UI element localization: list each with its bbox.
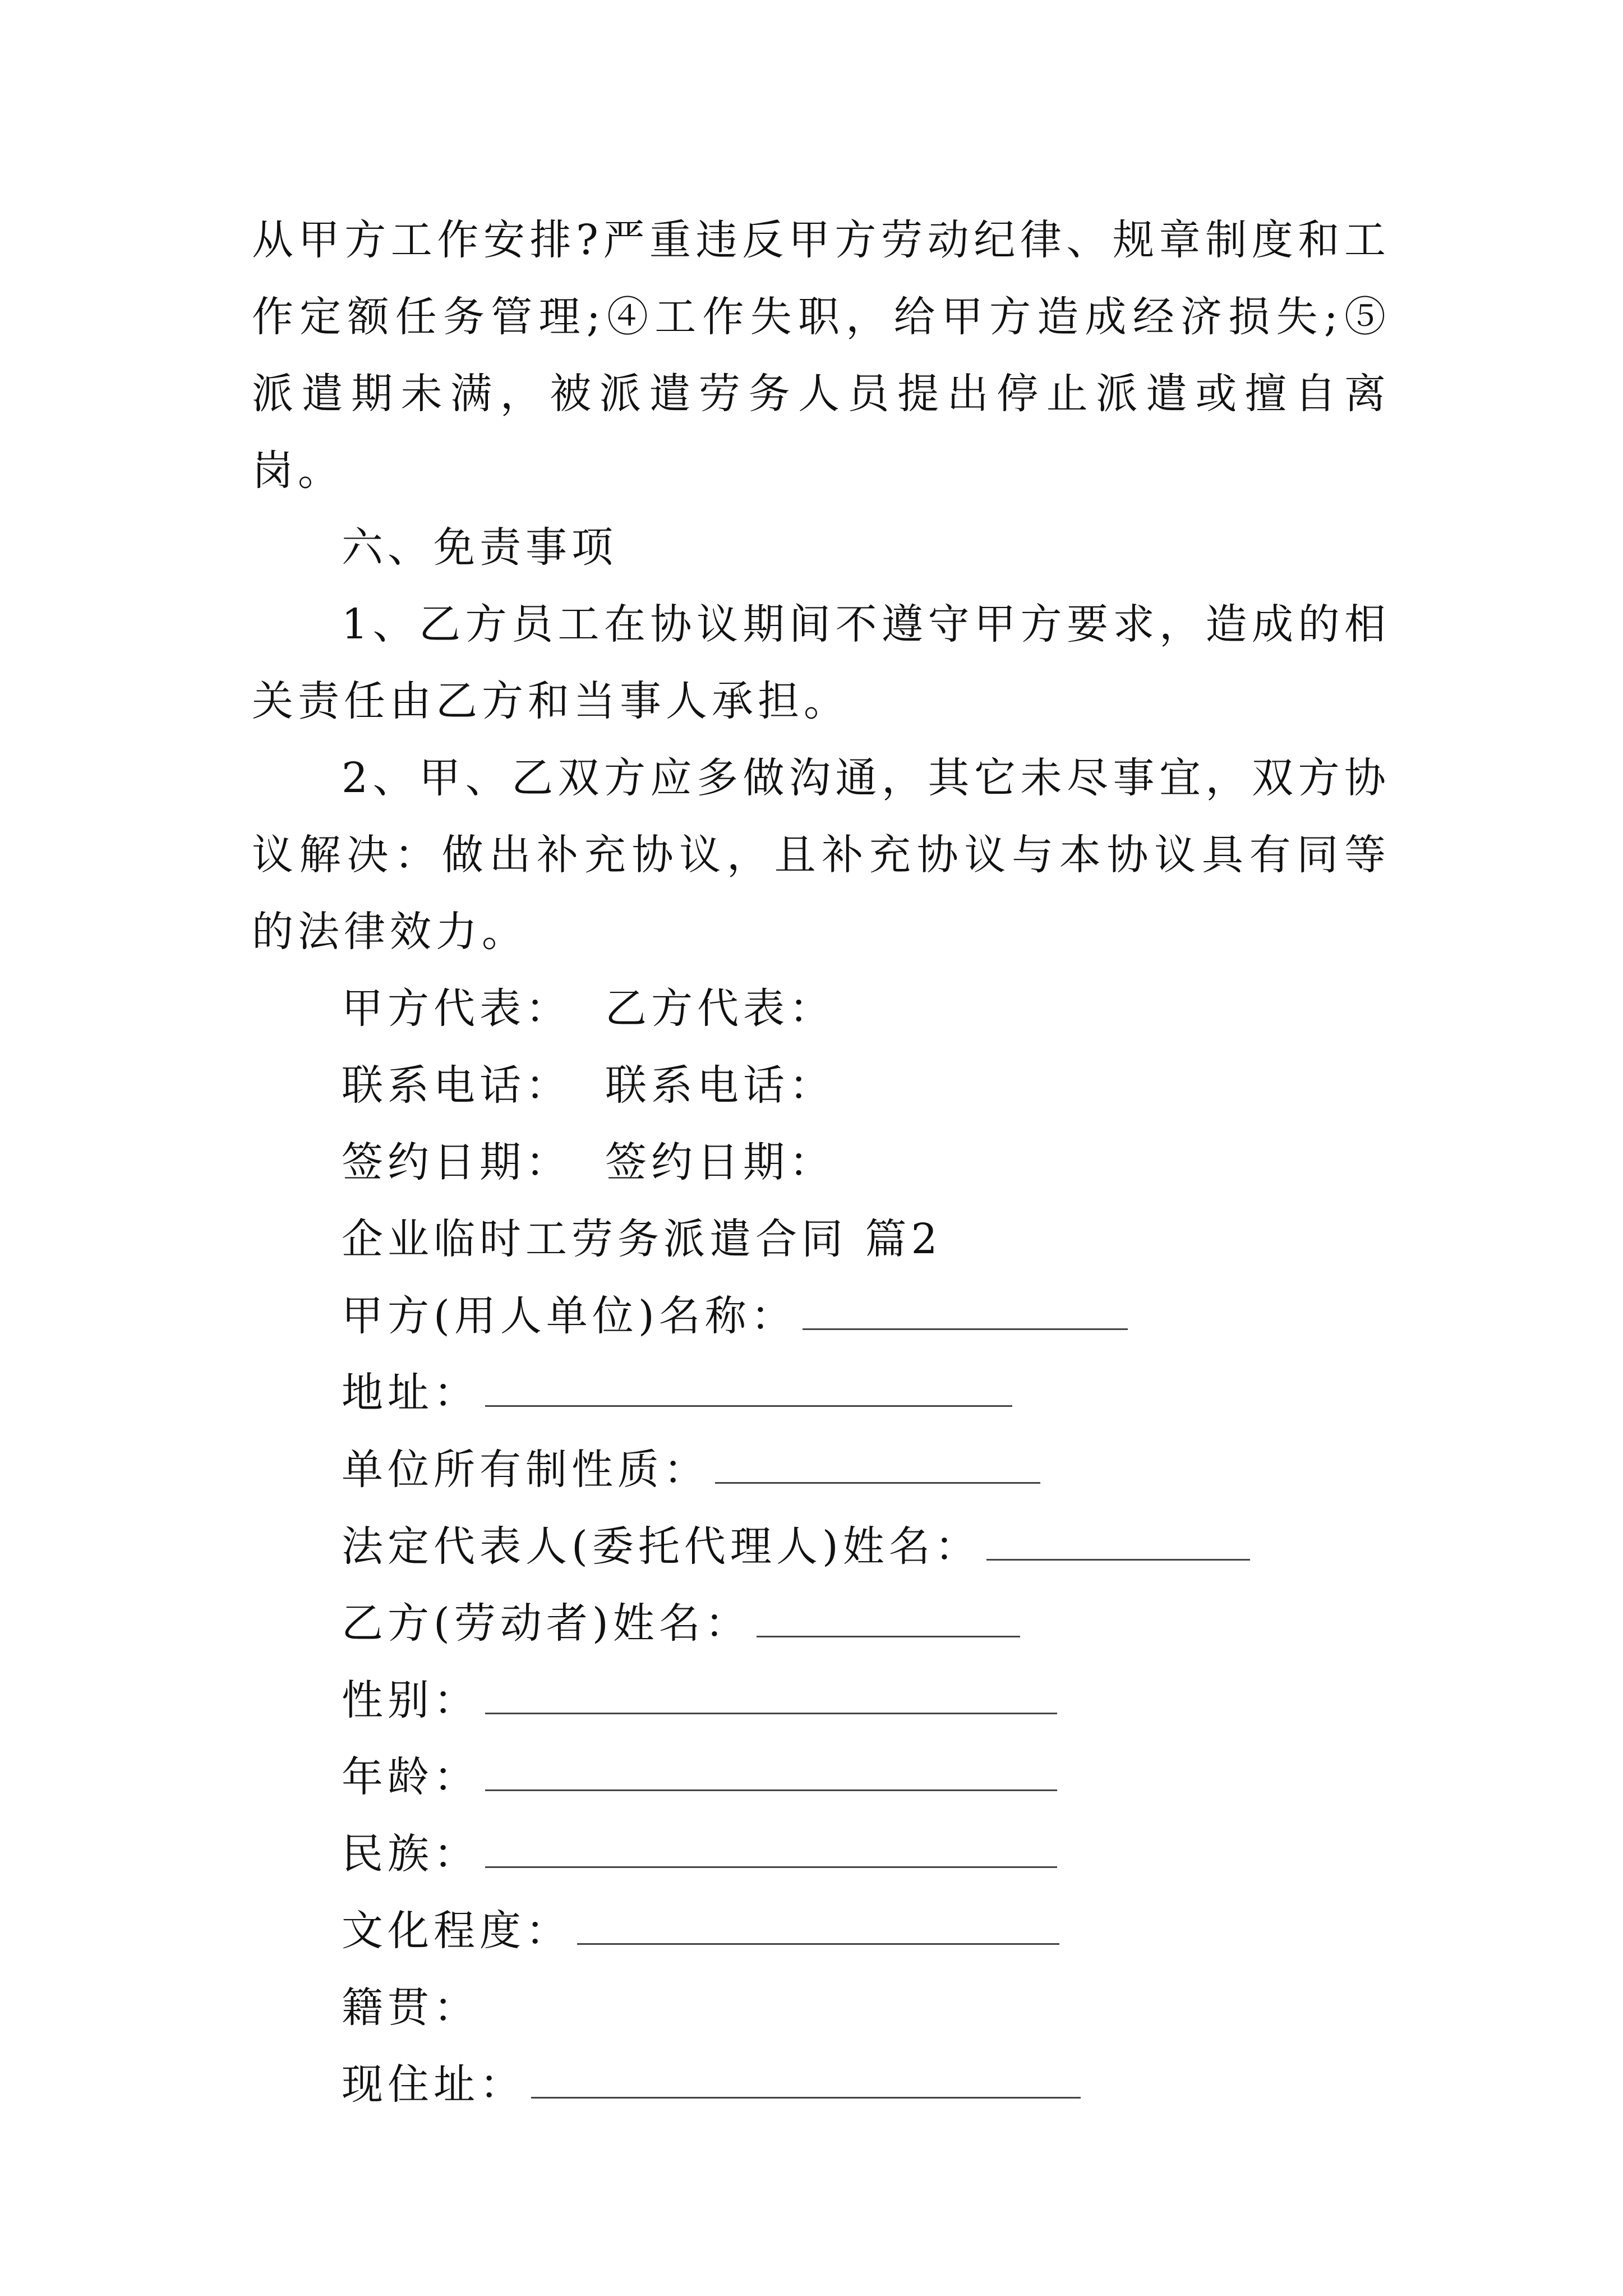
field-label: 甲方(用人单位)名称： bbox=[342, 1292, 797, 1340]
contract-2-title: 企业临时工劳务派遣合同 篇2 bbox=[342, 1215, 942, 1263]
field-address bbox=[252, 1355, 1390, 1432]
party-a-representative-label: 甲方代表： bbox=[342, 984, 571, 1033]
signature-dates bbox=[252, 1124, 1390, 1201]
party-a-phone-label: 联系电话： bbox=[342, 1061, 571, 1110]
blank-fill-line bbox=[485, 1701, 1057, 1714]
blank-fill-line bbox=[715, 1471, 1040, 1484]
field-employer-name bbox=[252, 1278, 1390, 1355]
exemption-item-1: 1、乙方员工在协议期间不遵守甲方要求，造成的相关责任由乙方和当事人承担。 bbox=[252, 600, 1390, 725]
party-a-date-label: 签约日期： bbox=[342, 1138, 571, 1186]
exemption-item-2: 2、甲、乙双方应多做沟通，其它未尽事宜，双方协议解决：做出补充协议，且补充协议与本协议具有同等的法律效力。 bbox=[252, 754, 1390, 956]
field-label: 性别： bbox=[342, 1676, 479, 1724]
blank-fill-line bbox=[757, 1625, 1020, 1637]
field-label: 地址： bbox=[342, 1369, 479, 1417]
blank-fill-line bbox=[485, 1394, 1012, 1407]
party-b-representative-label: 乙方代表： bbox=[605, 984, 835, 1033]
field-worker-name bbox=[252, 1585, 1390, 1662]
field-native-place bbox=[252, 1970, 1390, 2046]
field-label: 乙方(劳动者)姓名： bbox=[342, 1599, 751, 1648]
field-age bbox=[252, 1739, 1390, 1816]
field-legal-representative bbox=[252, 1508, 1390, 1585]
party-b-date-label: 签约日期： bbox=[605, 1138, 835, 1186]
field-label: 民族： bbox=[342, 1830, 479, 1878]
document-page bbox=[252, 202, 1390, 2123]
field-label: 年龄： bbox=[342, 1753, 479, 1801]
field-ethnicity bbox=[252, 1816, 1390, 1893]
blank-fill-line bbox=[531, 2086, 1081, 2099]
blank-fill-line bbox=[485, 1855, 1057, 1868]
field-education bbox=[252, 1893, 1390, 1970]
blank-fill-line bbox=[485, 1778, 1057, 1791]
field-label: 法定代表人(委托代理人)姓名： bbox=[342, 1522, 981, 1571]
section-heading-exemptions: 六、免责事项 bbox=[342, 523, 617, 572]
field-label: 文化程度： bbox=[342, 1907, 571, 1955]
paragraph-continuation: 从甲方工作安排?严重违反甲方劳动纪律、规章制度和工作定额任务管理;④工作失职，给甲方造成经济损失;⑤ 派遣期未满，被派遣劳务人员提出停止派遣或擅自离岗。 bbox=[252, 216, 1390, 495]
field-label: 单位所有制性质： bbox=[342, 1446, 709, 1494]
field-gender bbox=[252, 1662, 1390, 1739]
blank-fill-line bbox=[577, 1932, 1059, 1945]
field-ownership bbox=[252, 1432, 1390, 1508]
blank-fill-line bbox=[803, 1317, 1128, 1330]
party-b-phone-label: 联系电话： bbox=[605, 1061, 835, 1110]
field-label: 现住址： bbox=[342, 2060, 525, 2109]
field-label: 籍贯： bbox=[342, 1984, 479, 2032]
signature-phones bbox=[252, 1047, 1390, 1124]
field-current-address bbox=[252, 2046, 1390, 2123]
blank-fill-line bbox=[986, 1548, 1250, 1561]
signature-representatives bbox=[252, 970, 1390, 1047]
